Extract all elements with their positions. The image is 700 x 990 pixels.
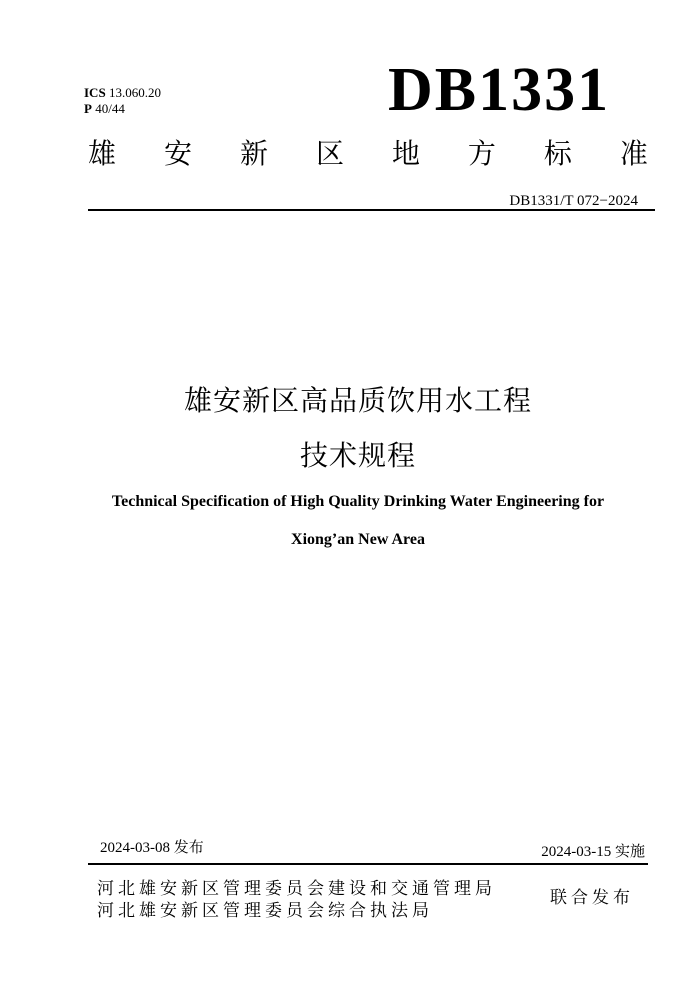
ics-line [84,85,161,101]
title-english-line-1: Technical Specification of High Quality Drinking Water Engineering for [111,493,605,510]
standard-type-char: 安 [163,137,192,170]
ccs-value: 40/44 [95,101,125,116]
title-chinese-line-1: 雄安新区高品质饮用水工程 [183,384,532,417]
issuer-line-1: 河北雄安新区管理委员会建设和交通管理局 [97,879,496,899]
title-english-line-2: Xiong’an New Area [291,531,425,548]
standard-type-char: 新 [239,137,268,170]
ccs-label: P [84,101,92,116]
header-divider [88,209,655,211]
ics-classification [84,85,161,117]
implementation-date: 2024-03-15 实施 [541,844,645,860]
standard-type-char: 方 [467,137,496,170]
standard-type-char: 区 [315,137,344,170]
standard-type-char: 标 [543,137,572,170]
ccs-line [84,101,161,117]
standard-type [88,132,648,176]
standard-number: DB1331/T 072−2024 [509,193,638,209]
footer-divider [88,863,648,865]
standard-type-char: 准 [619,137,648,170]
standard-type-char: 雄 [88,137,117,170]
publish-date: 2024-03-08 发布 [100,840,204,856]
title-chinese-line-2: 技术规程 [299,439,416,472]
issuer-line-2: 河北雄安新区管理委员会综合执法局 [97,901,433,921]
standard-type-char: 地 [391,137,420,170]
ics-label: ICS [84,85,106,100]
db-code: DB1331 [388,56,611,124]
joint-issue-label: 联合发布 [550,888,634,908]
ics-value: 13.060.20 [108,85,161,100]
